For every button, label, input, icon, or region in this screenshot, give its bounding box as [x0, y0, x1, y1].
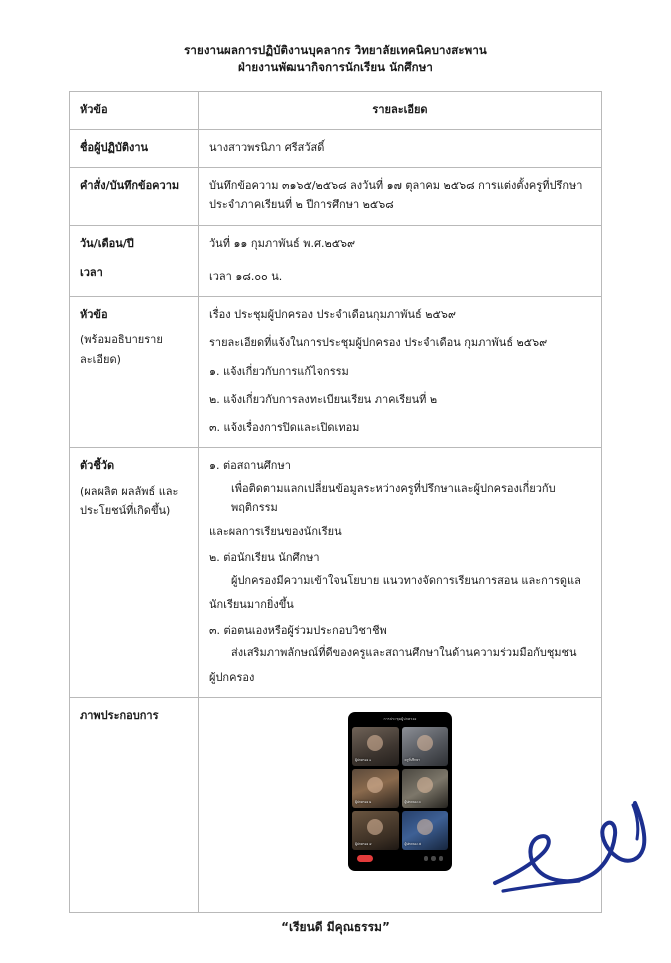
table-row [70, 129, 602, 167]
table-row [70, 168, 602, 226]
row-label-indicator-main: ตัวชี้วัด [80, 459, 115, 473]
meeting-screenshot-collage [209, 706, 591, 902]
participant-name: ผู้ปกครอง ๕ [404, 842, 422, 847]
participant-name: ผู้ปกครอง ๑ [355, 758, 372, 763]
row-value-images [199, 697, 602, 912]
participant-tile [402, 811, 449, 850]
table-row [70, 297, 602, 448]
participant-tile [352, 811, 399, 850]
document-page [0, 42, 671, 963]
row-label-indicator-sub: (ผลผลิต ผลลัพธ์ และประโยชน์ที่เกิดขึ้น) [80, 484, 179, 518]
table-header-row [70, 91, 602, 129]
row-label-datetime [70, 225, 199, 297]
video-call-title: การประชุมผู้ปกครอง [383, 717, 417, 722]
row-value-order: บันทึกข้อความ ๓๑๖๕/๒๕๖๘ ลงวันที่ ๑๗ ตุลาคม ๒๕๖๘ การแต่งตั้งครูที่ปรึกษา ประจำภาคเรียนที่ ๒ ปีการศึกษา ๒๕๖๘ [199, 168, 602, 226]
row-label-topic-sub: (พร้อมอธิบายรายละเอียด) [80, 333, 163, 367]
more-options-icon [439, 856, 444, 861]
footer-quote: “เรียนดี มีคุณธรรม” [281, 920, 390, 934]
participant-name: ผู้ปกครอง ๓ [404, 800, 421, 805]
row-value-datetime [199, 225, 602, 297]
video-call-screenshot [348, 712, 452, 871]
indicator-3-body-2: ผู้ปกครอง [209, 670, 255, 684]
row-label-time: เวลา [80, 265, 103, 279]
indicator-1-heading: ๑. ต่อสถานศึกษา [209, 459, 291, 473]
participant-avatar [367, 735, 383, 751]
call-options [424, 856, 444, 861]
participant-name: ผู้ปกครอง ๔ [355, 842, 372, 847]
participant-avatar [367, 819, 383, 835]
header-line-1: รายงานผลการปฏิบัติงานบุคลากร วิทยาลัยเทคนิคบางสะพาน [184, 43, 487, 57]
column-header-detail: รายละเอียด [199, 91, 602, 129]
indicator-3-heading: ๓. ต่อตนเองหรือผู้ร่วมประกอบวิชาชีพ [209, 624, 387, 637]
row-value-date: วันที่ ๑๑ กุมภาพันธ์ พ.ศ.๒๕๖๙ [209, 236, 356, 250]
document-header [0, 42, 671, 77]
topic-line-1: เรื่อง ประชุมผู้ปกครอง ประจำเดือนกุมภาพันธ์ ๒๕๖๙ [209, 308, 456, 321]
participant-avatar [417, 777, 433, 793]
topic-item-1: ๑. แจ้งเกี่ยวกับการแก้ไจกรรม [209, 364, 349, 378]
participant-name: ผู้ปกครอง ๒ [355, 800, 372, 805]
row-value-topic [199, 297, 602, 448]
call-controls [352, 853, 448, 862]
row-label-name: ชื่อผู้ปฏิบัติงาน [70, 129, 199, 167]
indicator-2-body-2: นักเรียนมากยิ่งขึ้น [209, 597, 294, 611]
camera-icon [431, 856, 436, 861]
participant-grid [352, 727, 448, 850]
video-call-title-bar [352, 717, 448, 724]
row-label-images: ภาพประกอบการ [70, 697, 199, 912]
participant-avatar [367, 777, 383, 793]
table-row [70, 225, 602, 297]
row-label-topic-main: หัวข้อ [80, 308, 108, 321]
indicator-1-body-2: และผลการเรียนของนักเรียน [209, 525, 342, 538]
header-line-2: ฝ่ายงานพัฒนากิจการนักเรียน นักศึกษา [238, 60, 433, 75]
column-header-topic: หัวข้อ [70, 91, 199, 129]
table-row [70, 448, 602, 698]
participant-tile [402, 727, 449, 766]
end-call-icon [357, 855, 373, 862]
microphone-icon [424, 856, 429, 861]
report-table [69, 91, 602, 913]
row-value-indicator [199, 448, 602, 698]
row-label-indicator [70, 448, 199, 698]
row-label-topic [70, 297, 199, 448]
indicator-3-body-1: ส่งเสริมภาพลักษณ์ที่ดีของครูและสถานศึกษาในด้านความร่วมมือกับชุมชน [231, 646, 577, 660]
row-value-name: นางสาวพรนิภา ศรีสวัสดิ์ [199, 129, 602, 167]
row-label-date: วัน/เดือน/ปี [80, 236, 134, 250]
table-row [70, 697, 602, 912]
participant-tile [402, 769, 449, 808]
participant-tile [352, 727, 399, 766]
topic-item-3: ๓. แจ้งเรื่องการปิดและเปิดเทอม [209, 421, 360, 434]
participant-avatar [417, 819, 433, 835]
participant-name: ครูที่ปรึกษา [404, 758, 421, 763]
indicator-2-heading: ๒. ต่อนักเรียน นักศึกษา [209, 551, 320, 565]
indicator-2-body-1: ผู้ปกครองมีความเข้าใจนโยบาย แนวทางจัดการเรียนการสอน และการดูแล [231, 573, 581, 587]
row-label-order: คำสั่ง/บันทึกข้อความ [70, 168, 199, 226]
indicator-1-body-1: เพื่อติดตามแลกเปลี่ยนข้อมูลระหว่างครูที่ปรึกษาและผู้ปกครองเกี่ยวกับพฤติกรรม [231, 481, 556, 514]
topic-line-2: รายละเอียดที่แจ้งในการประชุมผู้ปกครอง ประจำเดือน กุมภาพันธ์ ๒๕๖๙ [209, 336, 548, 350]
participant-tile [352, 769, 399, 808]
row-value-time: เวลา ๑๘.๐๐ น. [209, 269, 283, 283]
topic-item-2: ๒. แจ้งเกี่ยวกับการลงทะเบียนเรียน ภาคเรียนที่ ๒ [209, 392, 438, 406]
participant-avatar [417, 735, 433, 751]
